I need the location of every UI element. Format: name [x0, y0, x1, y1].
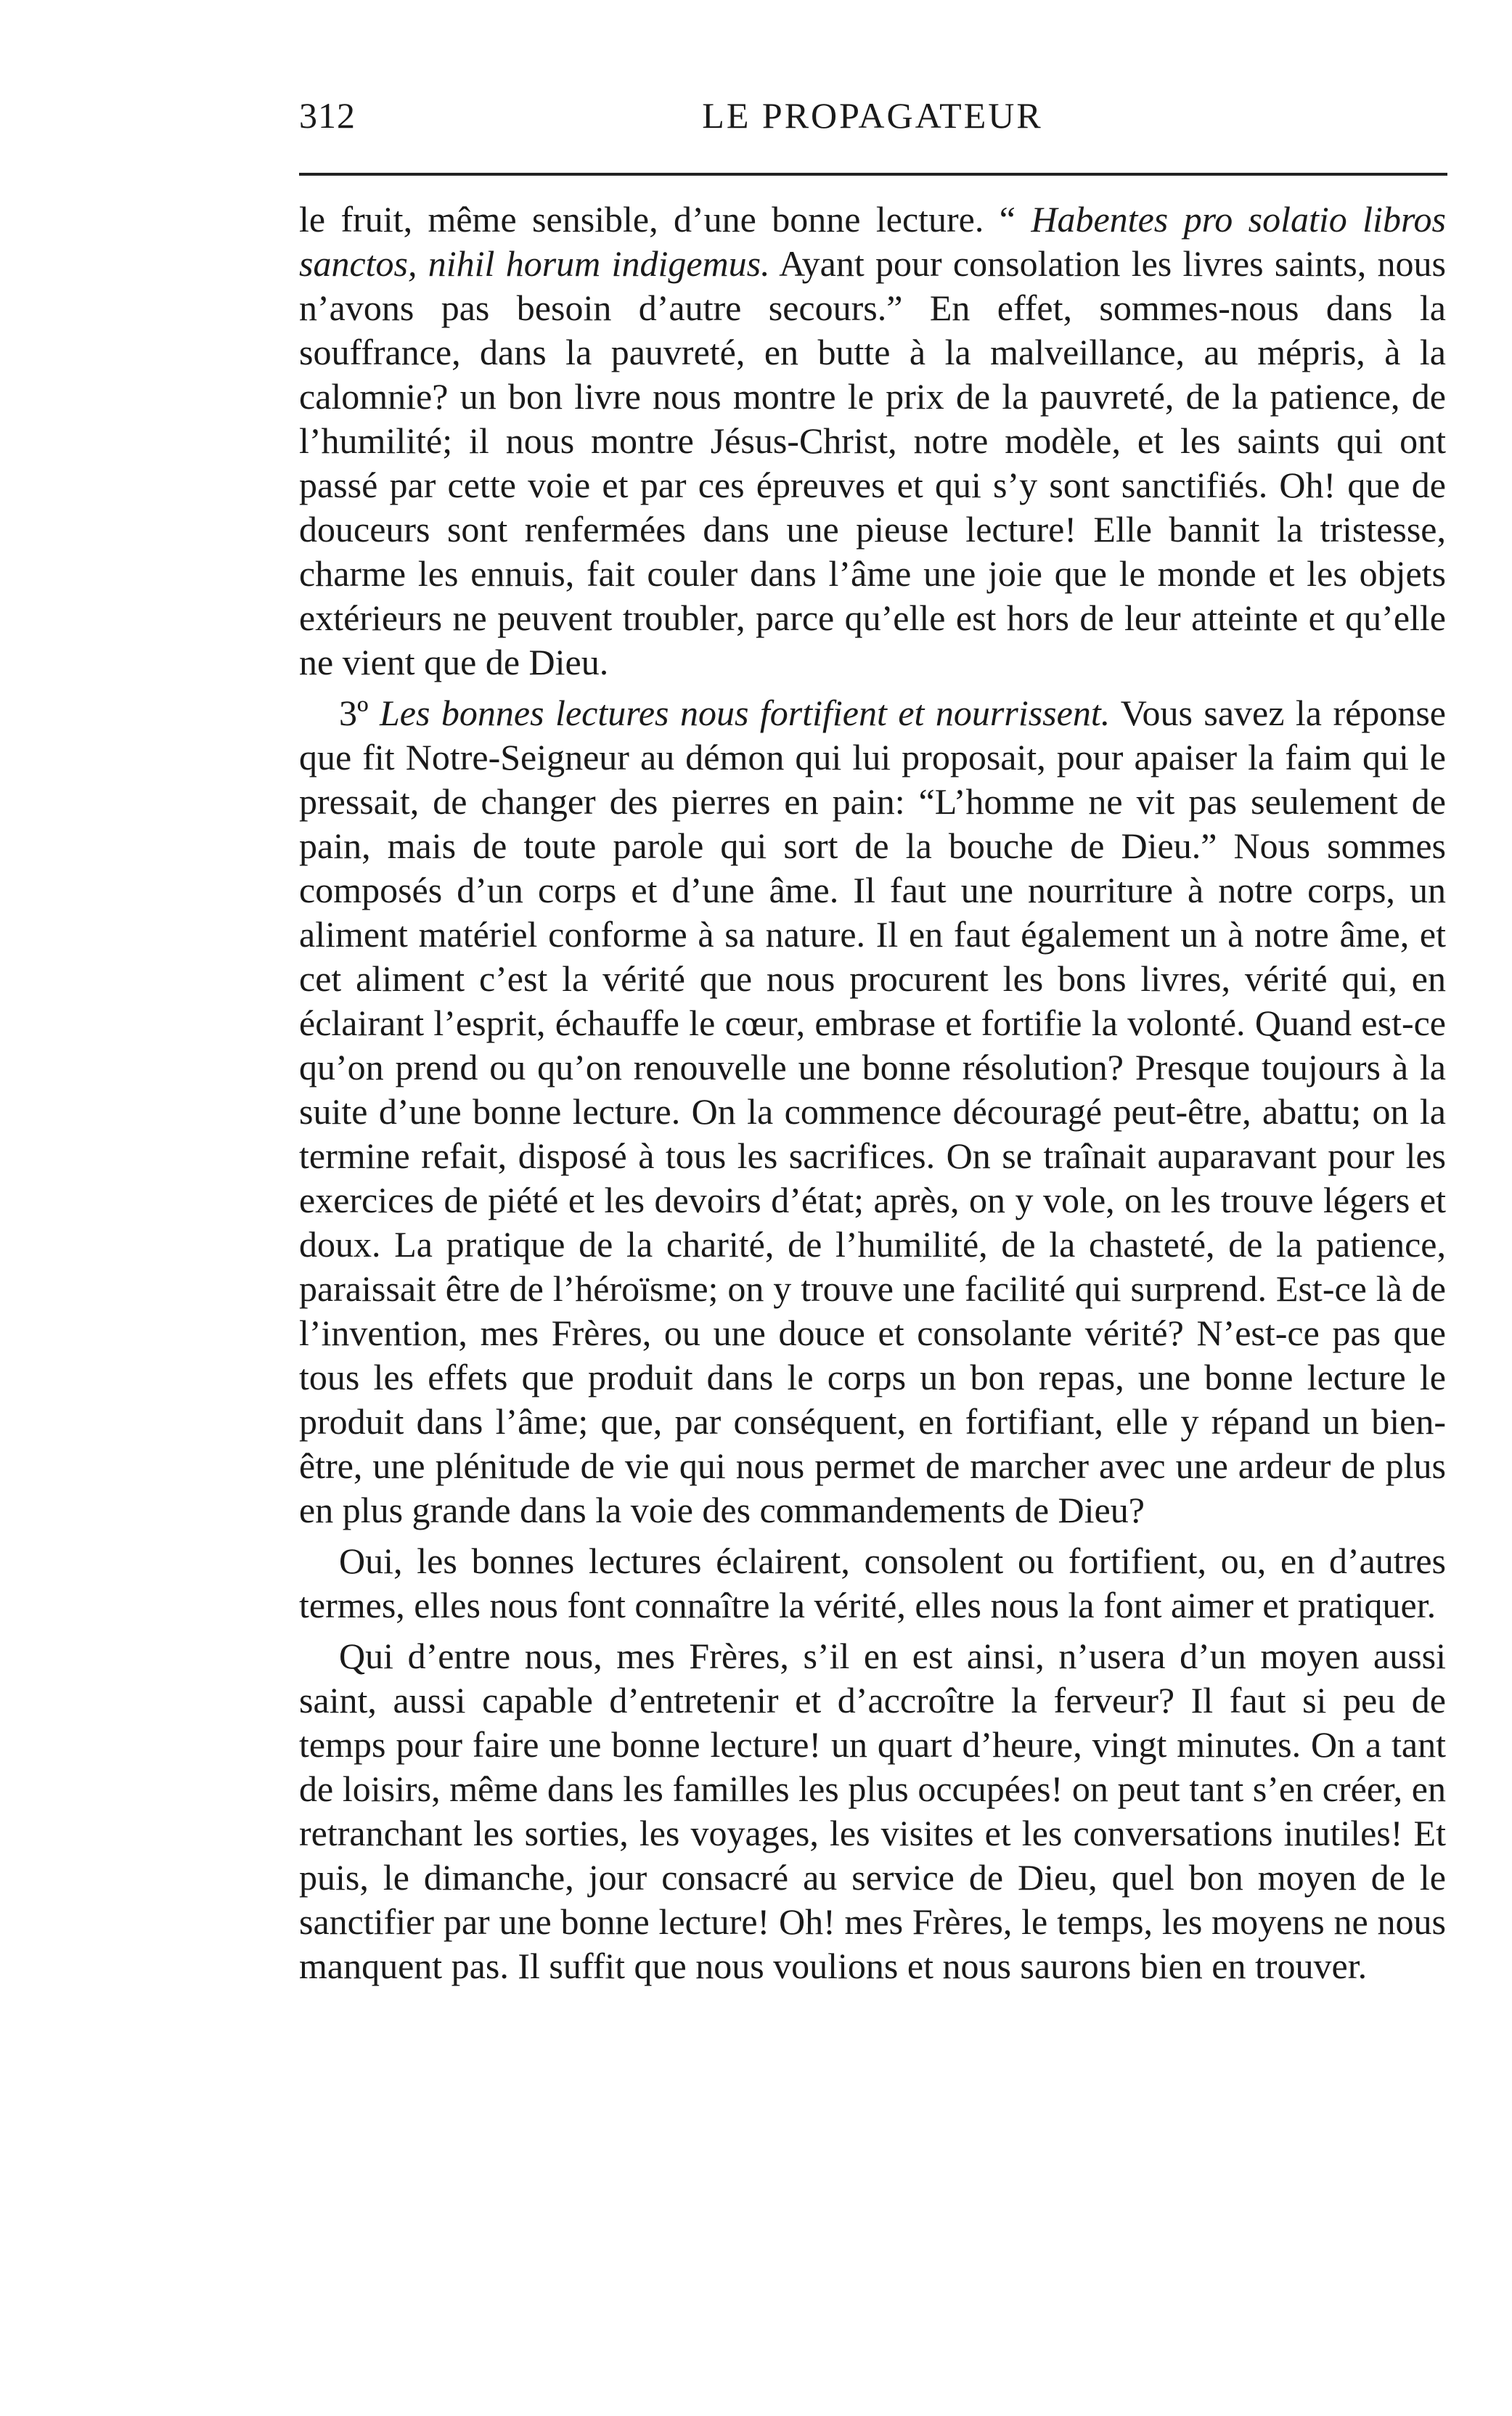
section-heading: Les bonnes lectures nous fortifient et nourrissent. — [379, 693, 1111, 733]
paragraph-text: Vous savez la réponse que fit Notre-Seigneur au démon qui lui proposait, pour apaiser la faim qui le pressait, de changer des pierres en pain: “L’homme ne vit pas seulement de pain, mais de toute parole qui sort de la bouche de Dieu.” Nous sommes composés d’un corps et d’une âme. Il faut une nourriture à notre corps, un aliment matériel conforme à sa nature. Il en faut également un à notre âme, et cet aliment c’est la vérité que nous procurent les bons livres, vérité qui, en éclairant l’esprit, échauffe le cœur, embrase et fortifie la volonté. Quand est-ce qu’on prend ou qu’on renouvelle une bonne résolution? Presque toujours à la suite d’une bonne lecture. On la commence découragé peut-être, abattu; on la termine refait, disposé à tous les sacrifices. On se traînait auparavant pour les exercices de piété et les devoirs d’état; après, on y vole, on les trouve légers et doux. La pratique de la charité, de l’humilité, de la chasteté, de la patience, paraissait être de l’héroïsme; on y trouve une facilité qui surprend. Est-ce là de l’invention, mes Frères, ou une douce et consolante vérité? N’est-ce pas que tous les effets que produit dans le corps un bon repas, une bonne lecture le produit dans l’âme; que, par conséquent, en fortifiant, elle y répand un bien-être, une plénitude de vie qui nous permet de marcher avec une ardeur de plus en plus grande dans la voie des commandements de Dieu? — [299, 693, 1446, 1530]
paragraph-text: Qui d’entre nous, mes Frères, s’il en est ainsi, n’usera d’un moyen aussi saint, aussi capable d’entretenir et d’accroître la ferveur? Il faut si peu de temps pour faire une bonne lecture! un quart d’heure, vingt minutes. On a tant de loisirs, même dans les familles les plus occupées! on peut tant s’en créer, en retranchant les sorties, les voyages, les visites et les conversations inutiles! Et puis, le dimanche, jour consacré au service de Dieu, quel bon moyen de le sanctifier par une bonne lecture! Oh! mes Frères, le temps, les moyens ne nous manquent pas. Il suffit que nous voulions et nous saurons bien en trouver. — [299, 1636, 1446, 1986]
body-text — [299, 197, 1446, 1995]
paragraph-1 — [299, 197, 1446, 685]
paragraph-2 — [299, 691, 1446, 1533]
page-number: 312 — [299, 95, 356, 136]
paragraph-3 — [299, 1539, 1446, 1628]
section-number: 3º — [339, 693, 380, 733]
paragraph-4 — [299, 1634, 1446, 1988]
page-header — [299, 87, 1446, 145]
header-rule — [299, 173, 1447, 176]
running-title: LE PROPAGATEUR — [702, 95, 1043, 136]
paragraph-text: Ayant pour consolation les livres saints, nous n’avons pas besoin d’autre secours.” En effet, sommes-nous dans la souffrance, dans la pauvreté, en butte à la malveillance, au mépris, à la calomnie? un bon livre nous montre le prix de la pauvreté, de la patience, de l’humilité; il nous montre Jésus-Christ, notre modèle, et les saints qui ont passé par cette voie et par ces épreuves et qui s’y sont sanctifiés. Oh! que de douceurs sont renfermées dans une pieuse lecture! Elle bannit la tristesse, charme les ennuis, fait couler dans l’âme une joie que le monde et les objets extérieurs ne peuvent troubler, parce qu’elle est hors de leur atteinte et qu’elle ne vient que de Dieu. — [299, 243, 1446, 682]
paragraph-text: le fruit, même sensible, d’une bonne lecture. “ — [299, 199, 1031, 240]
paragraph-text: Oui, les bonnes lectures éclairent, consolent ou fortifient, ou, en d’autres termes, elles nous font connaître la vérité, elles nous la font aimer et pratiquer. — [299, 1540, 1446, 1625]
latin-quote: Habentes pro solatio libros sanctos, nihil horum indigemus. — [299, 199, 1446, 284]
